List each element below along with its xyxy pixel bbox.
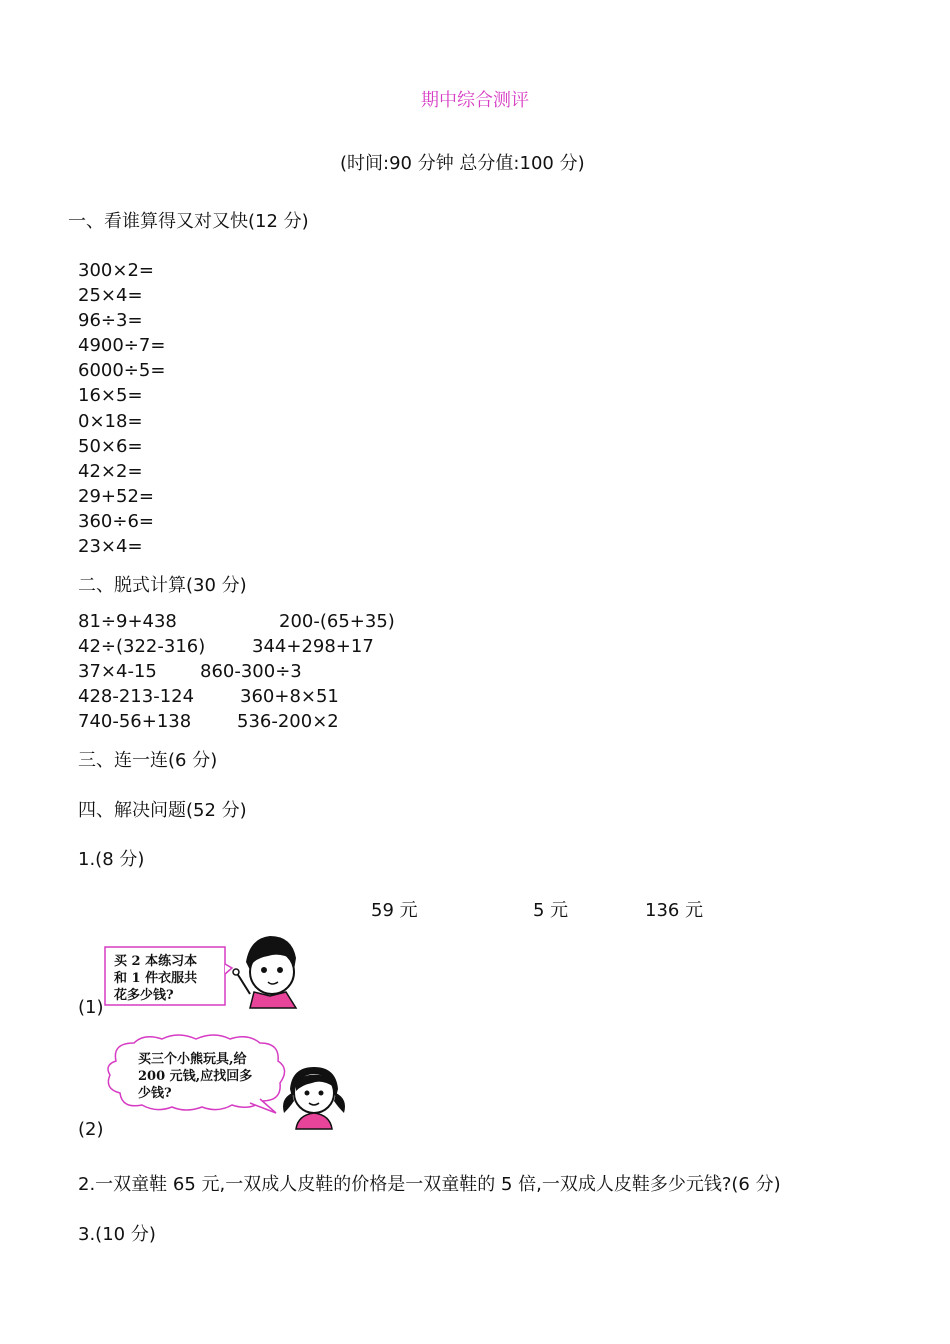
question2-text: 2.一双童鞋 65 元,一双成人皮鞋的价格是一双童鞋的 5 倍,一双成人皮鞋多少元钱?(6 分): [78, 1174, 781, 1195]
bubble-text-line: 少钱?: [138, 1086, 172, 1101]
expression: 344+298+17: [252, 636, 374, 657]
boy-figure: [233, 936, 296, 1008]
expression: 81÷9+438: [78, 611, 177, 632]
calc-item: 23×4=: [78, 536, 143, 558]
mental-calc-list: [78, 258, 165, 559]
bubble-text-line: 买 2 本练习本: [114, 954, 198, 969]
calc-item: 0×18=: [78, 410, 143, 432]
calc-item: 42×2=: [78, 460, 143, 482]
section1-heading: 一、看谁算得又对又快(12 分): [68, 211, 309, 232]
calc-item: 96÷3=: [78, 310, 143, 332]
expression: 360+8×51: [240, 686, 339, 707]
question3-label: 3.(10 分): [78, 1224, 156, 1245]
expression: 536-200×2: [237, 711, 339, 732]
expression: 428-213-124: [78, 686, 195, 707]
boy-speech-illustration: [100, 930, 305, 1012]
expression: 860-300÷3: [200, 661, 302, 682]
sub-question-label: (2): [78, 1119, 104, 1140]
section2-heading: 二、脱式计算(30 分): [78, 575, 247, 596]
calc-item: 360÷6=: [78, 510, 154, 532]
bubble-text-line: 花多少钱?: [114, 988, 174, 1003]
calc-item: 6000÷5=: [78, 360, 166, 382]
calc-item: 50×6=: [78, 435, 143, 457]
bubble-text-line: 200 元钱,应找回多: [138, 1069, 253, 1084]
calc-item: 16×5=: [78, 385, 143, 407]
speech-bubble-tail: [225, 964, 232, 974]
section4-heading: 四、解决问题(52 分): [78, 800, 247, 821]
expression-row: [78, 609, 478, 634]
price-label: 59 元: [371, 900, 418, 921]
expression-row: [78, 709, 478, 734]
price-label: 136 元: [645, 900, 704, 921]
expression-row: [78, 659, 478, 684]
expression-block: [78, 609, 478, 734]
question1-label: 1.(8 分): [78, 849, 145, 870]
girl-figure: [283, 1067, 345, 1129]
page-title: 期中综合测评: [421, 90, 529, 111]
girl-speech-illustration: [100, 1033, 350, 1133]
expression-row: [78, 684, 478, 709]
calc-item: 29+52=: [78, 485, 154, 507]
expression-row: [78, 634, 478, 659]
expression: 37×4-15: [78, 661, 157, 682]
section3-heading: 三、连一连(6 分): [78, 750, 218, 771]
calc-item: 300×2=: [78, 260, 154, 281]
expression: 200-(65+35): [279, 611, 395, 632]
expression: 42÷(322-316): [78, 636, 206, 657]
exam-info: (时间:90 分钟 总分值:100 分): [340, 153, 585, 174]
bubble-text-line: 买三个小熊玩具,给: [138, 1052, 247, 1067]
price-label: 5 元: [533, 900, 569, 921]
calc-item: 4900÷7=: [78, 335, 166, 357]
sub-question-label: (1): [78, 997, 104, 1018]
bubble-text-line: 和 1 件衣服共: [114, 971, 198, 986]
calc-item: 25×4=: [78, 285, 143, 307]
expression: 740-56+138: [78, 711, 192, 732]
